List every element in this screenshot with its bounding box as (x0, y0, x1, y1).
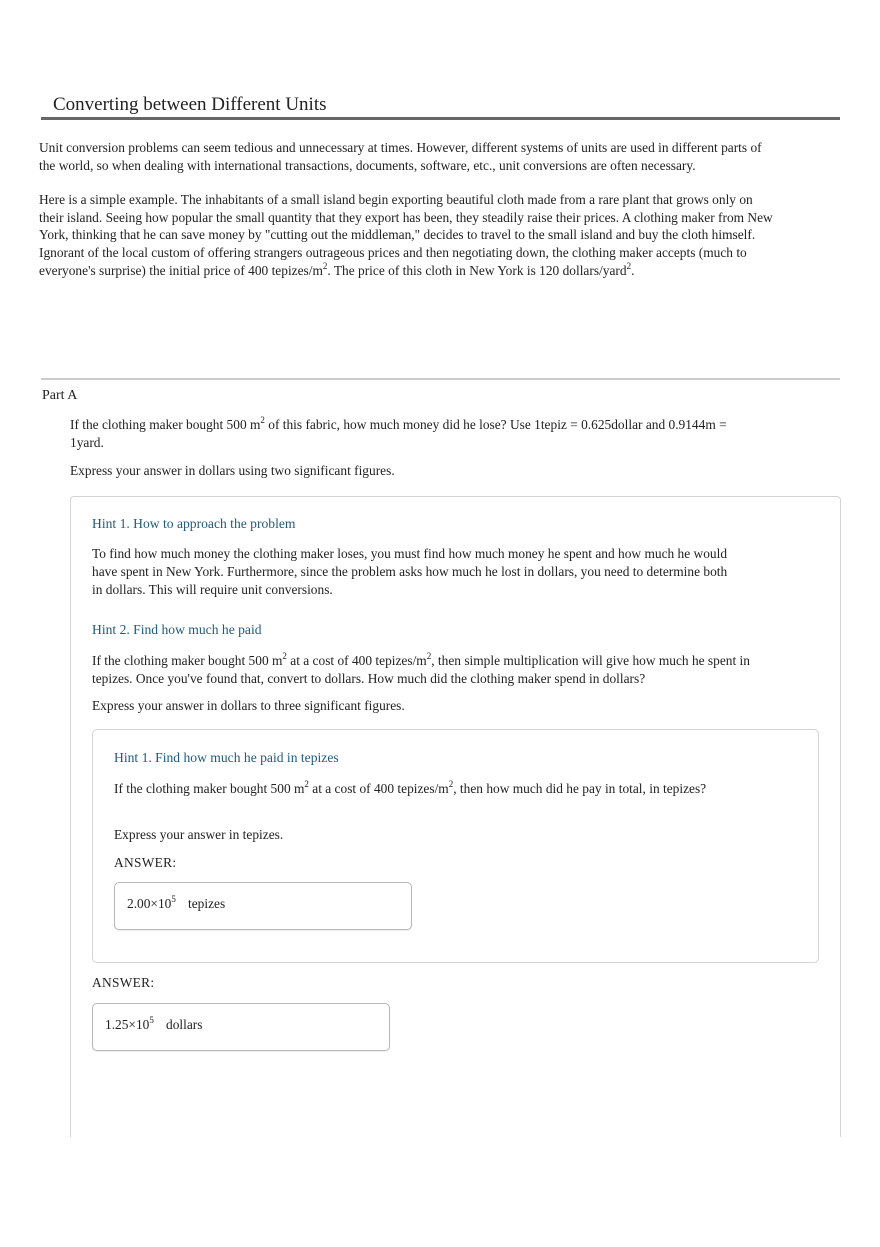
intro-section (39, 139, 774, 296)
tepizes-answer-field[interactable] (114, 882, 412, 930)
hint-2-title[interactable]: Hint 2. Find how much he paid (92, 622, 262, 637)
hint-1-text: To find how much money the clothing maker loses, you must find how much money he spent and how much he would have spent in New York. Furthermore, since the problem asks how much he lost in dollars, you need to determine both in dollars. This will require unit conversions. (92, 546, 728, 597)
exponent: 2 (322, 260, 328, 271)
intro-paragraph-2 (39, 191, 774, 279)
hint-2-1-text-b: at a cost of 400 tepizes/m (308, 781, 449, 796)
answer-label: ANSWER: (92, 975, 155, 990)
exponent: 2 (448, 779, 454, 789)
hint-1-title[interactable]: Hint 1. How to approach the problem (92, 516, 296, 531)
hint-2-text-b: at a cost of 400 tepizes/m (286, 653, 427, 668)
hint-2-instruction: Express your answer in dollars to three significant figures. (92, 698, 405, 713)
answer-unit: tepizes (188, 896, 226, 911)
answer-exponent: 5 (171, 894, 176, 904)
dollars-answer-field[interactable] (92, 1003, 390, 1051)
answer-mantissa: 2.00×10 (127, 896, 172, 911)
question-text-a: If the clothing maker bought 500 m (70, 417, 261, 432)
question-text-b: of this fabric, how much money did he lose? Use 1tepiz = 0.625dollar and 0.9144m = 1yard. (70, 417, 727, 450)
hint-2-1-text (114, 780, 714, 798)
answer-exponent: 5 (149, 1015, 154, 1025)
exponent: 2 (626, 260, 632, 271)
intro-p2-text: . The price of this cloth in New York is 120 dollars/yard (327, 262, 627, 278)
question-instruction: Express your answer in dollars using two significant figures. (70, 463, 395, 478)
hint-2-1-instruction: Express your answer in tepizes. (114, 827, 284, 842)
part-label: Part A (42, 388, 78, 403)
exponent: 2 (282, 651, 287, 661)
answer-label: ANSWER: (114, 855, 177, 870)
hint-2-text-a: If the clothing maker bought 500 m (92, 653, 283, 668)
hint-2-text (92, 652, 752, 688)
answer-mantissa: 1.25×10 (105, 1017, 150, 1032)
intro-p2-text: . (631, 262, 635, 278)
exponent: 2 (304, 779, 309, 789)
hint-2-1-text-a: If the clothing maker bought 500 m (114, 781, 305, 796)
intro-p2-text: Here is a simple example. The inhabitants of a small island begin exporting beautiful cloth made from a rare plant that grows only on their island. Seeing how popular the small quantity that they export has been, they steadily raise their prices. A clothing maker from New York, thinking that he can save money by "cutting out the middleman," decides to travel to the small island and buy the cloth himself. Ignorant of the local custom of offering strangers outrageous prices and then negotiating down, the clothing maker accepts (much to everyone's surprise) the initial price of 400 tepizes/m (39, 192, 773, 278)
answer-value (127, 896, 176, 912)
intro-paragraph-1: Unit conversion problems can seem tedious and unnecessary at times. However, different systems of units are used in different parts of the world, so when dealing with international transactions, documents, software, etc., unit conversions are often necessary. (39, 140, 762, 173)
hint-2-1-title[interactable]: Hint 1. Find how much he paid in tepizes (114, 750, 339, 765)
exponent: 2 (260, 415, 265, 425)
answer-value (105, 1017, 154, 1033)
page-title: Converting between Different Units (53, 94, 327, 115)
answer-unit: dollars (166, 1017, 203, 1032)
hint-2-1-text-c: , then how much did he pay in total, in tepizes? (453, 781, 707, 796)
question-text (70, 416, 730, 460)
part-divider (41, 378, 840, 380)
exponent: 2 (426, 651, 432, 661)
title-divider (41, 117, 840, 120)
hint-2-text-c: , then simple multiplication will give how much he spent in tepizes. Once you've found that, convert to dollars. How much did the clothing maker spend in dollars? (92, 653, 750, 686)
